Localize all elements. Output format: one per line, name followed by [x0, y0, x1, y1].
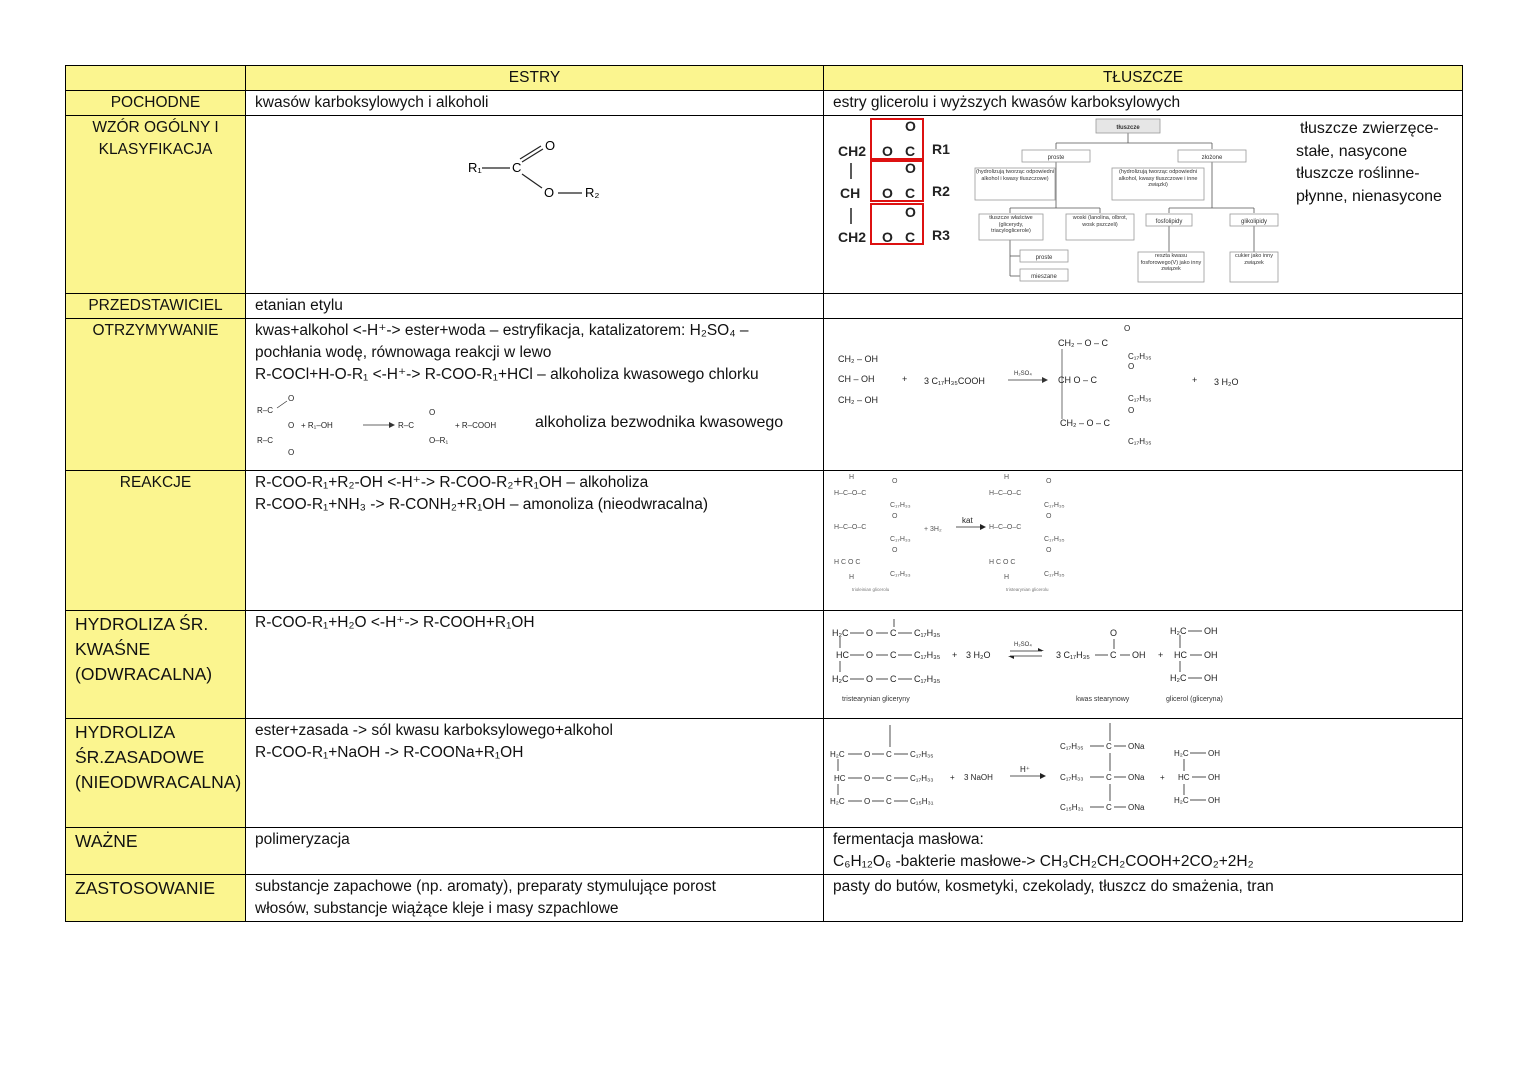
otrz-line-1: kwas+alkohol <-H⁺-> ester+woda – estryfikacja, katalizatorem: H₂SO₄ – — [255, 322, 749, 339]
ah-chain-2: C₁₇H₃₅ — [914, 650, 941, 660]
fats-zastosowanie: pasty do butów, kosmetyki, czekolady, tłuszcz do smażenia, tran — [824, 875, 1463, 922]
tree-complex-note: (hydrolizują tworząc odpowiedni alkohol, kwasy tłuszczowe i inne związki) — [1118, 169, 1198, 188]
fats-wazne — [824, 828, 1463, 875]
tree-phosphoric: reszta kwasu fosforowego(V) jako inny związek — [1140, 253, 1202, 272]
hyd-left-caption: trioleinian glicerolu — [852, 587, 890, 592]
ah-gl-h2c-1: H₂C — [1170, 626, 1187, 636]
row-hydroliza-kwasowa — [66, 611, 1463, 719]
saponification-scheme — [824, 719, 1463, 820]
tree-proper-fats: tłuszcze właściwe (glicerydy, triacyloglicerole) — [989, 215, 1033, 234]
esterif-catalyst: H₂SO₄ — [1014, 371, 1032, 377]
ah-o-2: O — [866, 650, 874, 660]
row-zastosowanie — [66, 875, 1463, 922]
fats-przedstawiciel — [824, 294, 1463, 319]
hyd-r-chain2: C₁₇H₃₅ — [1044, 536, 1065, 543]
sap-gl-oh-1: OH — [1208, 749, 1220, 758]
ester-general-formula — [246, 116, 824, 286]
hz-line-2: R-COO-R₁+NaOH -> R-COONa+R₁OH — [255, 744, 524, 761]
anhydride-label: alkoholiza bezwodnika kwasowego — [535, 414, 784, 431]
ah-water: 3 H₂O — [966, 650, 991, 660]
esters-hydroliza-zasadowa — [246, 719, 824, 828]
gly-2: CH – OH — [838, 374, 875, 384]
anh-o-bottom: O — [288, 448, 295, 457]
sap-h2c-2: H₂C — [830, 797, 845, 806]
anh-product-or1: O–R₁ — [429, 436, 449, 445]
anh-o-mid: O — [288, 421, 295, 430]
sap-o-2: O — [864, 774, 871, 783]
tree-mixed: mieszane — [1031, 274, 1057, 280]
anh-plus-r1oh: + R₁–OH — [301, 421, 333, 430]
acid-hydrolysis-scheme — [824, 611, 1463, 711]
fat-classification-boxes — [975, 119, 1278, 282]
hyd-l-row3: H C O C — [834, 559, 861, 566]
tree-phospholipids: fosfolipidy — [1155, 219, 1183, 225]
sap-chain-3: C₁₅H₃₁ — [910, 797, 934, 806]
esterif-acid: 3 C₁₇H₃₅COOH — [924, 376, 985, 386]
hydrogenation-scheme — [824, 471, 1463, 603]
hyd-r-row1: H–C–O–C — [989, 490, 1022, 497]
hyd-l-chain2: C₁₇H₃₃ — [890, 536, 911, 543]
hyd-l-row1: H–C–O–C — [834, 490, 867, 497]
anh-product-o: O — [429, 408, 436, 417]
esterification-fat-scheme — [824, 319, 1463, 463]
row-wazne — [66, 828, 1463, 875]
anh-rc-top: R–C — [257, 406, 274, 415]
ah-h2c-2: H₂C — [832, 674, 849, 684]
ah-gl-oh-1: OH — [1204, 626, 1218, 636]
tg-c1: C — [905, 143, 916, 159]
tree-complex: złożone — [1201, 155, 1223, 161]
ah-gl-oh-3: OH — [1204, 673, 1218, 683]
ah-acid-c: C — [1110, 650, 1117, 660]
prod-chain3: C₁₇H₃₅ — [1128, 437, 1152, 446]
fats-hydroliza-zasadowa — [824, 719, 1463, 828]
hyd-r-h-top: H — [1004, 474, 1010, 481]
hyd-r-row2: H–C–O–C — [989, 524, 1022, 531]
label-zastosowanie: ZASTOSOWANIE — [66, 875, 246, 922]
esters-przedstawiciel: etanian etylu — [246, 294, 824, 319]
hyd-right-caption: tristearynian glicerolu — [1006, 587, 1049, 592]
esters-wzor — [246, 116, 824, 294]
ah-plus-2: + — [1158, 650, 1164, 660]
hyd-r-o1: O — [1046, 478, 1052, 485]
fats-reakcje — [824, 471, 1463, 611]
sap-c-1: C — [886, 750, 892, 759]
sap-p-c-3: C — [1106, 803, 1112, 812]
prod-2: CH O – C — [1058, 375, 1098, 385]
sap-ona-1: ONa — [1128, 742, 1145, 751]
hz-label-1: HYDROLIZA — [75, 722, 176, 742]
wazne-line-2: C₆H₁₂O₆ -bakterie masłowe-> CH₃CH₂CH₂COOH+2CO₂+2H₂ — [833, 853, 1254, 870]
ah-c-2: C — [890, 650, 897, 660]
gly-3: CH₂ – OH — [838, 395, 878, 405]
hyd-r-row3: H C O C — [989, 559, 1016, 566]
sap-c-2: C — [886, 774, 892, 783]
tree-root: tłuszcze — [1116, 125, 1140, 131]
tg-o1: O — [882, 143, 893, 159]
hyd-l-chain3: C₁₇H₃₃ — [890, 571, 911, 578]
gly-1: CH₂ – OH — [838, 354, 878, 364]
sap-gl-oh-2: OH — [1208, 773, 1220, 782]
ah-h2c-1: H₂C — [832, 628, 849, 638]
wazne-line-1: fermentacja masłowa: — [833, 831, 984, 848]
esters-pochodne: kwasów karboksylowych i alkoholi — [246, 91, 824, 116]
header-fats: TŁUSZCZE — [824, 66, 1463, 91]
formula-c: C — [512, 160, 522, 175]
hyd-l-row2: H–C–O–C — [834, 524, 867, 531]
sap-p-chain-1: C₁₇H₃₅ — [1060, 742, 1084, 751]
otrz-line-2: pochłania wodę, równowaga reakcji w lewo — [255, 344, 552, 361]
label-wzor-line2: KLASYFIKACJA — [98, 141, 213, 158]
ah-gl-h2c-2: H₂C — [1170, 673, 1187, 683]
ah-hc: HC — [836, 650, 849, 660]
sap-o-3: O — [864, 797, 871, 806]
sap-c-3: C — [886, 797, 892, 806]
prod-o3: O — [1128, 406, 1135, 415]
header-esters: ESTRY — [246, 66, 824, 91]
hyd-r-o2: O — [1046, 513, 1052, 520]
sap-p-chain-2: C₁₇H₃₃ — [1060, 773, 1084, 782]
ah-catalyst: H₂SO₄ — [1014, 642, 1032, 648]
prod-chain2: C₁₇H₃₅ — [1128, 394, 1152, 403]
sap-p-c-2: C — [1106, 773, 1112, 782]
ah-c-3: C — [890, 674, 897, 684]
zast-line-2: włosów, substancje wiążące kleje i masy szpachlowe — [255, 900, 619, 917]
row-reakcje — [66, 471, 1463, 611]
ah-o-1: O — [866, 628, 874, 638]
anhydride-scheme — [255, 386, 535, 458]
tree-waxes: woski (lanolina, olbrot, wosk pszczeli) — [1072, 215, 1128, 228]
tg-ch: CH — [840, 185, 861, 201]
row-otrzymywanie — [66, 319, 1463, 471]
zast-line-1: substancje zapachowe (np. aromaty), preparaty stymulujące porost — [255, 878, 716, 895]
sap-h2c-1: H₂C — [830, 750, 845, 759]
sap-p-c-1: C — [1106, 742, 1112, 751]
fats-otrzymywanie — [824, 319, 1463, 471]
ah-chain-1: C₁₇H₃₅ — [914, 628, 941, 638]
sap-hplus: H⁺ — [1020, 765, 1030, 774]
ah-cap-ester: tristearynian gliceryny — [842, 696, 910, 703]
tg-o2: O — [882, 185, 893, 201]
note-line-2: stałe, nasycone — [1296, 142, 1408, 160]
label-reakcje: REAKCJE — [66, 471, 246, 611]
sap-gl-h2c-2: H₂C — [1174, 796, 1189, 805]
tg-ch2-bottom: CH2 — [838, 229, 867, 245]
anh-o-top: O — [288, 394, 295, 403]
sap-naoh: 3 NaOH — [964, 773, 993, 782]
esterif-plus-2: + — [1192, 375, 1198, 385]
tree-glycolipids: glikolipidy — [1240, 219, 1268, 225]
tg-r3: R3 — [932, 227, 950, 243]
row-przedstawiciel — [66, 294, 1463, 319]
triglyceride-formula — [838, 118, 950, 245]
row-hydroliza-zasadowa — [66, 719, 1463, 828]
sap-o-1: O — [864, 750, 871, 759]
sap-chain-2: C₁₇H₃₃ — [910, 774, 934, 783]
fats-pochodne: estry glicerolu i wyższych kwasów karboksylowych — [824, 91, 1463, 116]
header-empty-cell — [66, 66, 246, 91]
reakcje-line-1: R-COO-R₁+R₂-OH <-H⁺-> R-COO-R₂+R₁OH – alkoholiza — [255, 474, 649, 491]
hk-label-1: HYDROLIZA ŚR. — [75, 614, 209, 634]
sap-gl-oh-3: OH — [1208, 796, 1220, 805]
tree-simple-note: (hydrolizują tworząc odpowiedni alkohol i kwasy tłuszczowe) — [976, 169, 1054, 182]
tg-o3-top: O — [905, 204, 916, 220]
esters-otrzymywanie — [246, 319, 824, 471]
note-line-4: płynne, nienasycone — [1296, 187, 1442, 205]
tg-o1-top: O — [905, 118, 916, 134]
ah-acid-o: O — [1110, 628, 1118, 638]
label-pochodne: POCHODNE — [66, 91, 246, 116]
tg-r2: R2 — [932, 183, 950, 199]
sap-chain-1: C₁₇H₃₅ — [910, 750, 934, 759]
hk-label-3: (ODWRACALNA) — [75, 664, 213, 684]
anh-product-rc: R–C — [398, 421, 415, 430]
fats-wzor — [824, 116, 1463, 294]
tg-c2: C — [905, 185, 916, 201]
formula-o-double: O — [545, 138, 556, 153]
ah-o-3: O — [866, 674, 874, 684]
label-wazne: WAŻNE — [66, 828, 246, 875]
esters-zastosowanie — [246, 875, 824, 922]
hyd-l-h-bottom: H — [849, 574, 855, 581]
formula-r1: R₁ — [468, 160, 482, 175]
label-wzor-line1: WZÓR OGÓLNY I — [92, 119, 219, 136]
ah-gl-hc: HC — [1174, 650, 1187, 660]
ah-plus-1: + — [952, 650, 958, 660]
hyd-r-chain1: C₁₇H₃₅ — [1044, 502, 1065, 509]
otrz-line-3: R-COCl+H-O-R₁ <-H⁺-> R-COO-R₁+HCl – alkoholiza kwasowego chlorku — [255, 366, 759, 383]
header-row — [66, 66, 1463, 91]
label-otrzymywanie: OTRZYMYWANIE — [66, 319, 246, 471]
esterif-water: 3 H₂O — [1214, 377, 1239, 387]
sap-hc: HC — [834, 774, 846, 783]
prod-1: CH₂ – O – C — [1058, 338, 1109, 348]
hyd-l-h-top: H — [849, 474, 855, 481]
prod-chain1: C₁₇H₃₅ — [1128, 352, 1152, 361]
hyd-kat: kat — [962, 516, 973, 525]
label-przedstawiciel: PRZEDSTAWICIEL — [66, 294, 246, 319]
ah-gl-oh-2: OH — [1204, 650, 1218, 660]
hz-label-3: (NIEODWRACALNA) — [75, 772, 242, 792]
hyd-l-o1: O — [892, 478, 898, 485]
hk-label-2: KWAŚNE — [75, 639, 151, 659]
reakcje-line-2: R-COO-R₁+NH₃ -> R-CONH₂+R₁OH – amonoliza (nieodwracalna) — [255, 496, 709, 513]
fats-hydroliza-kwasowa — [824, 611, 1463, 719]
hz-line-1: ester+zasada -> sól kwasu karboksylowego+alkohol — [255, 722, 613, 739]
ah-chain-3: C₁₇H₃₅ — [914, 674, 941, 684]
prod-3: CH₂ – O – C — [1060, 418, 1111, 428]
hyd-l-o2: O — [892, 513, 898, 520]
tg-c3: C — [905, 229, 916, 245]
notes-table — [65, 65, 1463, 922]
note-line-3: tłuszcze roślinne- — [1296, 165, 1420, 182]
hyd-r-chain3: C₁₇H₃₅ — [1044, 571, 1065, 578]
sap-plus-2: + — [1160, 773, 1165, 782]
sap-ona-3: ONa — [1128, 803, 1145, 812]
sap-ona-2: ONa — [1128, 773, 1145, 782]
sap-gl-h2c-1: H₂C — [1174, 749, 1189, 758]
formula-o-single: O — [544, 185, 555, 200]
row-pochodne — [66, 91, 1463, 116]
formula-r2: R₂ — [585, 185, 600, 200]
tree-sugar: cukier jako inny związek — [1235, 253, 1273, 266]
anh-plus-rcooh: + R–COOH — [455, 421, 497, 430]
tg-o3: O — [882, 229, 893, 245]
esters-wazne: polimeryzacja — [246, 828, 824, 875]
label-wzor — [66, 116, 246, 294]
hyd-r-h-bottom: H — [1004, 574, 1010, 581]
tg-ch2-top: CH2 — [838, 143, 867, 159]
hyd-r-o3: O — [1046, 547, 1052, 554]
esters-hydroliza-kwasowa: R-COO-R₁+H₂O <-H⁺-> R-COOH+R₁OH — [246, 611, 824, 719]
sap-gl-hc: HC — [1178, 773, 1190, 782]
hyd-l-chain1: C₁₇H₃₃ — [890, 502, 911, 509]
ah-c-1: C — [890, 628, 897, 638]
label-hydroliza-zasadowa — [66, 719, 246, 828]
ah-acid-oh: OH — [1132, 650, 1146, 660]
tg-r1: R1 — [932, 141, 950, 157]
prod-o2: O — [1128, 362, 1135, 371]
prod-o1: O — [1124, 324, 1131, 333]
tg-o2-top: O — [905, 160, 916, 176]
tree-proste: proste — [1035, 255, 1053, 261]
hz-label-2: ŚR.ZASADOWE — [75, 747, 205, 767]
note-line-1: tłuszcze zwierzęce- — [1300, 120, 1439, 137]
hyd-hydrogen: + 3H₂ — [924, 526, 942, 533]
label-hydroliza-kwasowa — [66, 611, 246, 719]
anh-rc-bottom: R–C — [257, 436, 274, 445]
esterif-plus: + — [902, 374, 908, 384]
row-wzor — [66, 116, 1463, 294]
sap-plus-1: + — [950, 773, 955, 782]
anhydride-block — [255, 386, 814, 458]
ah-acid: 3 C₁₇H₃₅ — [1056, 650, 1090, 660]
sap-p-chain-3: C₁₅H₃₁ — [1060, 803, 1084, 812]
esters-reakcje — [246, 471, 824, 611]
hyd-l-o3: O — [892, 547, 898, 554]
fat-consistency-note — [1296, 118, 1461, 208]
ah-cap-acid: kwas stearynowy — [1076, 696, 1130, 703]
ah-cap-glycerol: glicerol (gliceryna) — [1166, 696, 1223, 703]
tree-simple: proste — [1047, 155, 1065, 161]
